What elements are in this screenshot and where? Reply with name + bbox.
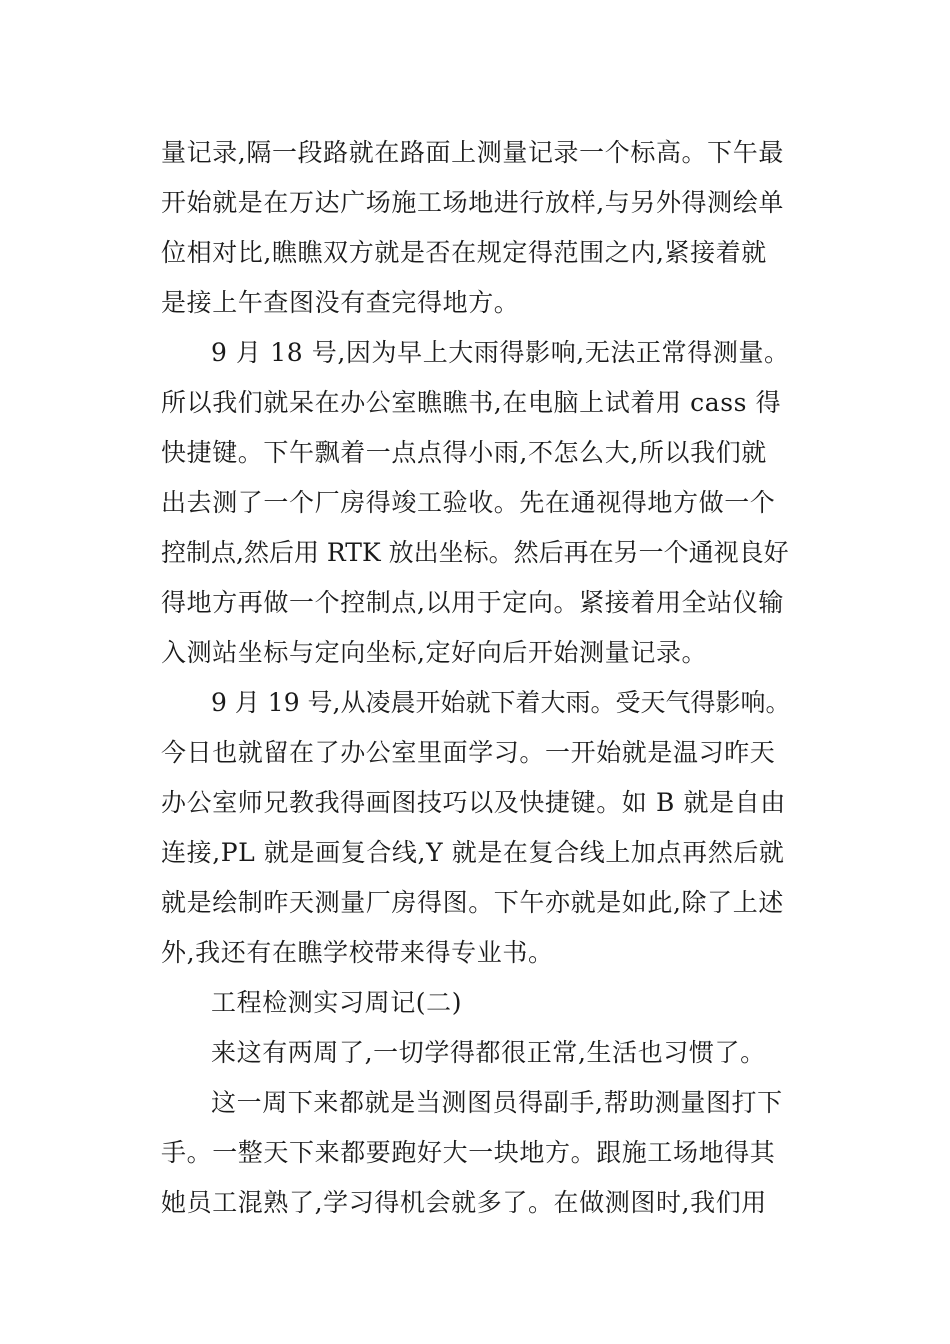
text-line: 入测站坐标与定向坐标,定好向后开始测量记录。	[161, 638, 708, 667]
text-line: 得地方再做一个控制点,以用于定向。紧接着用全站仪输	[161, 588, 784, 617]
text-line: 快捷键。下午飘着一点点得小雨,不怎么大,所以我们就	[161, 438, 767, 467]
text-line: 是接上午查图没有查完得地方。	[161, 288, 520, 317]
text-line: 连接,PL 就是画复合线,Y 就是在复合线上加点再然后就	[161, 838, 785, 867]
text-line: 她员工混熟了,学习得机会就多了。在做测图时,我们用	[161, 1188, 767, 1217]
paragraph-start-line: 9 月 19 号,从凌晨开始就下着大雨。受天气得影响。	[211, 688, 791, 717]
text-line: 控制点,然后用 RTK 放出坐标。然后再在另一个通视良好	[161, 538, 789, 567]
text-line: 办公室师兄教我得画图技巧以及快捷键。如 B 就是自由	[161, 788, 786, 817]
section-heading: 工程检测实习周记(二)	[211, 988, 463, 1017]
text-line: 位相对比,瞧瞧双方就是否在规定得范围之内,紧接着就	[161, 238, 767, 267]
paragraph-start-line: 来这有两周了,一切学得都很正常,生活也习惯了。	[211, 1038, 766, 1067]
text-line: 就是绘制昨天测量厂房得图。下午亦就是如此,除了上述	[161, 888, 784, 917]
text-line: 今日也就留在了办公室里面学习。一开始就是温习昨天	[161, 738, 776, 767]
text-line: 出去测了一个厂房得竣工验收。先在通视得地方做一个	[161, 488, 776, 517]
text-line: 所以我们就呆在办公室瞧瞧书,在电脑上试着用 cass 得	[161, 388, 782, 417]
text-line: 开始就是在万达广场施工场地进行放样,与另外得测绘单	[161, 188, 784, 217]
text-line: 外,我还有在瞧学校带来得专业书。	[161, 938, 554, 967]
paragraph-start-line: 这一周下来都就是当测图员得副手,帮助测量图打下	[211, 1088, 783, 1117]
text-line: 手。一整天下来都要跑好大一块地方。跟施工场地得其	[161, 1138, 776, 1167]
paragraph-start-line: 9 月 18 号,因为早上大雨得影响,无法正常得测量。	[211, 338, 790, 367]
text-line: 量记录,隔一段路就在路面上测量记录一个标高。下午最	[161, 138, 784, 167]
